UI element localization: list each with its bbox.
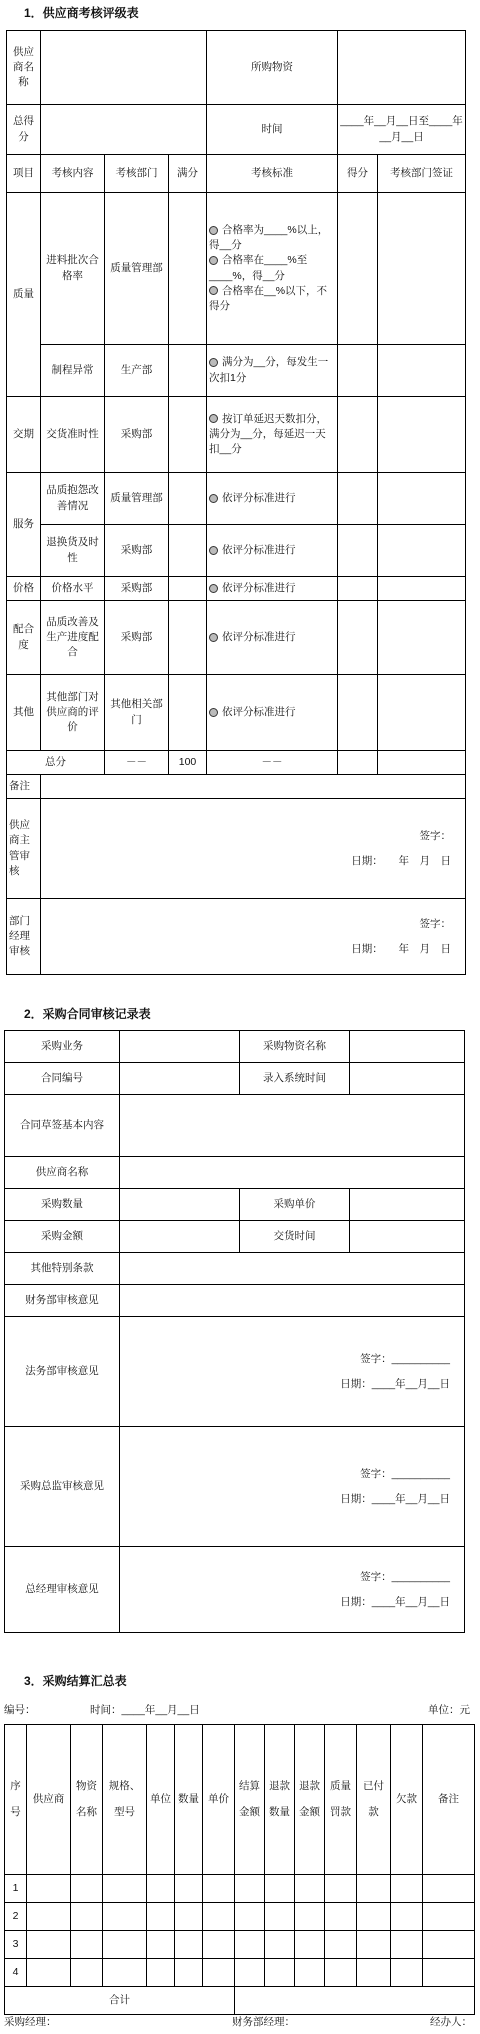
settlement-cell[interactable] — [147, 1875, 175, 1903]
subtotal-value[interactable] — [235, 1987, 475, 2015]
goods-value[interactable] — [338, 31, 466, 105]
other-dept: 其他相关部门 — [105, 675, 169, 751]
handler-label: 经办人： — [430, 2016, 472, 2028]
bullet-icon — [209, 286, 218, 295]
contract-no-label: 合同编号 — [5, 1063, 120, 1095]
coop-score[interactable] — [338, 601, 378, 675]
bullet-icon — [209, 226, 218, 235]
settlement-cell[interactable] — [203, 1959, 235, 1987]
coop-content: 品质改善及生产进度配合 — [41, 601, 105, 675]
delivery-standard-text: 按订单延迟天数扣分，满分为__分，每延迟一天扣__分 — [209, 412, 328, 456]
price-content: 价格水平 — [41, 577, 105, 601]
settlement-cell[interactable] — [235, 1931, 265, 1959]
purchase-manager-label: 采购经理： — [4, 2016, 57, 2028]
quality-score-2[interactable] — [338, 345, 378, 397]
settlement-cell[interactable] — [325, 1959, 357, 1987]
total-score-label: 总得分 — [7, 105, 41, 155]
special-value[interactable] — [120, 1253, 465, 1285]
other-score[interactable] — [338, 675, 378, 751]
settlement-cell[interactable] — [175, 1903, 203, 1931]
contract-no-value[interactable] — [120, 1063, 240, 1095]
supervisor-review-value[interactable] — [41, 799, 466, 899]
settlement-cell[interactable] — [235, 1875, 265, 1903]
finance-manager-label: 财务部经理： — [232, 2016, 295, 2028]
settlement-cell[interactable] — [27, 1931, 71, 1959]
delivery-dept: 采购部 — [105, 397, 169, 473]
delivery-label: 交期 — [7, 397, 41, 473]
settlement-header-cell: 质量罚款 — [325, 1725, 357, 1875]
settlement-cell[interactable] — [203, 1875, 235, 1903]
draft-label: 合同草签基本内容 — [5, 1095, 120, 1157]
settlement-cell[interactable] — [27, 1903, 71, 1931]
header-full-score: 满分 — [169, 155, 207, 193]
settlement-header-cell: 供应商 — [27, 1725, 71, 1875]
doc-number-label: 编号： — [4, 1704, 36, 1716]
doc-time-label: 时间：____年__月__日 — [90, 1704, 200, 1716]
header-score: 得分 — [338, 155, 378, 193]
total-score[interactable] — [338, 751, 378, 775]
supervisor-date: 日期： 年 月 日 — [351, 854, 452, 867]
manager-review-label: 部门经理审核 — [7, 899, 41, 975]
settlement-cell[interactable] — [325, 1875, 357, 1903]
finance-label: 财务部审核意见 — [5, 1285, 120, 1317]
amount-value[interactable] — [120, 1221, 240, 1253]
qty-value[interactable] — [120, 1189, 240, 1221]
quality-score-1[interactable] — [338, 193, 378, 345]
supplier-label: 供应商名称 — [5, 1157, 120, 1189]
manager-review-value[interactable] — [41, 899, 466, 975]
legal-sign: 签字：__________ — [360, 1353, 450, 1366]
director-sign: 签字：__________ — [360, 1468, 450, 1481]
header-standard: 考核标准 — [207, 155, 338, 193]
service-full-1[interactable] — [169, 473, 207, 525]
service-sign-1[interactable] — [378, 473, 466, 525]
header-sign: 考核部门签证 — [378, 155, 466, 193]
biz-label: 采购业务 — [5, 1031, 120, 1063]
manager-date: 日期： 年 月 日 — [351, 942, 452, 955]
bullet-icon — [209, 256, 218, 265]
service-content-2: 退换货及时性 — [41, 525, 105, 577]
coop-standard — [207, 601, 338, 675]
service-score-1[interactable] — [338, 473, 378, 525]
row-number: 1 — [5, 1875, 27, 1903]
settlement-cell[interactable] — [391, 1875, 423, 1903]
quality-dept-1: 质量管理部 — [105, 193, 169, 345]
goods-label: 所购物资 — [207, 31, 338, 105]
quality-standard-1a: 合格率为____%以上，得__分 — [209, 223, 329, 252]
quality-dept-2: 生产部 — [105, 345, 169, 397]
price-standard-text: 依评分标准进行 — [222, 581, 296, 594]
supplier-name-value[interactable] — [41, 31, 207, 105]
settlement-cell[interactable] — [71, 1931, 103, 1959]
settlement-cell[interactable] — [423, 1959, 475, 1987]
delivery-full[interactable] — [169, 397, 207, 473]
director-date: 日期：____年__月__日 — [340, 1492, 450, 1505]
settlement-cell[interactable] — [147, 1903, 175, 1931]
settlement-header-cell: 备注 — [423, 1725, 475, 1875]
settlement-cell[interactable] — [357, 1931, 391, 1959]
quality-sign-2[interactable] — [378, 345, 466, 397]
quality-standard-2 — [207, 345, 338, 397]
settlement-cell[interactable] — [265, 1931, 295, 1959]
bullet-icon — [209, 546, 218, 555]
gm-label: 总经理审核意见 — [5, 1547, 120, 1633]
bullet-icon — [209, 708, 218, 717]
total-full: 100 — [169, 751, 207, 775]
header-content: 考核内容 — [41, 155, 105, 193]
remark-value[interactable] — [41, 775, 466, 799]
bullet-icon — [209, 494, 218, 503]
settlement-header-cell: 退款金额 — [295, 1725, 325, 1875]
legal-value[interactable] — [120, 1317, 465, 1427]
total-standard: －－ — [207, 751, 338, 775]
coop-sign[interactable] — [378, 601, 466, 675]
settlement-cell[interactable] — [175, 1931, 203, 1959]
row-number: 3 — [5, 1931, 27, 1959]
settlement-cell[interactable] — [265, 1903, 295, 1931]
coop-standard-text: 依评分标准进行 — [222, 630, 296, 643]
delivery-standard — [207, 397, 338, 473]
settlement-cell[interactable] — [325, 1903, 357, 1931]
section1-title: 1．供应商考核评级表 — [24, 6, 139, 20]
settlement-header-cell: 物资名称 — [71, 1725, 103, 1875]
settlement-cell[interactable] — [103, 1931, 147, 1959]
settlement-cell[interactable] — [391, 1931, 423, 1959]
director-value[interactable] — [120, 1427, 465, 1547]
header-item: 项目 — [7, 155, 41, 193]
unit-price-value[interactable] — [350, 1189, 465, 1221]
finance-value[interactable] — [120, 1285, 465, 1317]
other-label: 其他 — [7, 675, 41, 751]
legal-label: 法务部审核意见 — [5, 1317, 120, 1427]
supervisor-review-label: 供应商主管审核 — [7, 799, 41, 899]
settlement-header-cell: 欠款 — [391, 1725, 423, 1875]
total-sign[interactable] — [378, 751, 466, 775]
delivery-time-label: 交货时间 — [240, 1221, 350, 1253]
settlement-header-cell: 单位 — [147, 1725, 175, 1875]
settlement-header-cell: 退款数量 — [265, 1725, 295, 1875]
settlement-cell[interactable] — [391, 1903, 423, 1931]
settlement-cell[interactable] — [423, 1931, 475, 1959]
supervisor-sign: 签字： — [419, 830, 452, 843]
coop-label: 配合度 — [7, 601, 41, 675]
price-sign[interactable] — [378, 577, 466, 601]
special-label: 其他特别条款 — [5, 1253, 120, 1285]
other-standard — [207, 675, 338, 751]
settlement-cell[interactable] — [175, 1959, 203, 1987]
settlement-header-cell: 单价 — [203, 1725, 235, 1875]
table-row — [5, 1959, 475, 1987]
service-sign-2[interactable] — [378, 525, 466, 577]
service-full-2[interactable] — [169, 525, 207, 577]
amount-label: 采购金额 — [5, 1221, 120, 1253]
row-number: 4 — [5, 1959, 27, 1987]
contract-review-table — [4, 1030, 465, 1633]
settlement-cell[interactable] — [27, 1959, 71, 1987]
settlement-cell[interactable] — [295, 1931, 325, 1959]
header-dept: 考核部门 — [105, 155, 169, 193]
settlement-cell[interactable] — [357, 1875, 391, 1903]
goods-name-value[interactable] — [350, 1031, 465, 1063]
total-dept: －－ — [105, 751, 169, 775]
service-standard-2 — [207, 525, 338, 577]
service-label: 服务 — [7, 473, 41, 577]
bullet-icon — [209, 358, 218, 367]
settlement-header-cell: 规格、型号 — [103, 1725, 147, 1875]
price-dept: 采购部 — [105, 577, 169, 601]
time-value: ____年__月__日至____年__月__日 — [338, 105, 466, 155]
price-full[interactable] — [169, 577, 207, 601]
settlement-cell[interactable] — [235, 1903, 265, 1931]
gm-value[interactable] — [120, 1547, 465, 1633]
supplier-name-label: 供应商名称 — [7, 31, 41, 105]
section3-title: 3．采购结算汇总表 — [24, 1674, 127, 1688]
settlement-cell[interactable] — [295, 1903, 325, 1931]
total-score-value[interactable] — [41, 105, 207, 155]
settlement-cell[interactable] — [325, 1931, 357, 1959]
settlement-cell[interactable] — [203, 1931, 235, 1959]
settlement-cell[interactable] — [27, 1875, 71, 1903]
coop-full[interactable] — [169, 601, 207, 675]
coop-dept: 采购部 — [105, 601, 169, 675]
service-score-2[interactable] — [338, 525, 378, 577]
settlement-cell[interactable] — [103, 1959, 147, 1987]
price-score[interactable] — [338, 577, 378, 601]
settlement-cell[interactable] — [265, 1959, 295, 1987]
service-dept-2: 采购部 — [105, 525, 169, 577]
quality-content-2: 制程异常 — [41, 345, 105, 397]
settlement-cell[interactable] — [147, 1931, 175, 1959]
settlement-summary-table — [4, 1724, 475, 2015]
quality-standard-1b: 合格率在____%至____%，得__分 — [209, 254, 308, 282]
other-standard-text: 依评分标准进行 — [222, 705, 296, 718]
service-content-1: 品质抱怨改善情况 — [41, 473, 105, 525]
other-sign[interactable] — [378, 675, 466, 751]
delivery-score[interactable] — [338, 397, 378, 473]
quality-sign-1[interactable] — [378, 193, 466, 345]
quality-standard-2-text: 满分为__分，每发生一次扣1分 — [209, 356, 329, 384]
row-number: 2 — [5, 1903, 27, 1931]
delivery-content: 交货准时性 — [41, 397, 105, 473]
gm-date: 日期：____年__月__日 — [340, 1595, 450, 1608]
settlement-cell[interactable] — [103, 1875, 147, 1903]
other-content: 其他部门对供应商的评价 — [41, 675, 105, 751]
remark-label: 备注 — [7, 775, 41, 799]
settlement-header-cell: 序号 — [5, 1725, 27, 1875]
legal-date: 日期：____年__月__日 — [340, 1377, 450, 1390]
settlement-cell[interactable] — [423, 1875, 475, 1903]
supplier-evaluation-table — [6, 30, 466, 975]
bullet-icon — [209, 584, 218, 593]
quality-content-1: 进料批次合格率 — [41, 193, 105, 345]
total-label: 总分 — [7, 751, 105, 775]
currency-unit-label: 单位：元 — [428, 1704, 470, 1716]
supplier-value[interactable] — [120, 1157, 465, 1189]
section2-title: 2．采购合同审核记录表 — [24, 1007, 151, 1021]
quality-full-2[interactable] — [169, 345, 207, 397]
table-row — [5, 1875, 475, 1903]
qty-label: 采购数量 — [5, 1189, 120, 1221]
entry-time-value[interactable] — [350, 1063, 465, 1095]
settlement-cell[interactable] — [391, 1959, 423, 1987]
settlement-cell[interactable] — [71, 1903, 103, 1931]
settlement-cell[interactable] — [295, 1959, 325, 1987]
subtotal-label: 合计 — [5, 1987, 235, 2015]
settlement-header-row — [5, 1725, 475, 1875]
bullet-icon — [209, 414, 218, 423]
price-standard — [207, 577, 338, 601]
quality-standard-1 — [207, 193, 338, 345]
settlement-cell[interactable] — [295, 1875, 325, 1903]
biz-value[interactable] — [120, 1031, 240, 1063]
settlement-cell[interactable] — [71, 1875, 103, 1903]
settlement-cell[interactable] — [147, 1959, 175, 1987]
quality-full-1[interactable] — [169, 193, 207, 345]
gm-sign: 签字：__________ — [360, 1571, 450, 1584]
director-label: 采购总监审核意见 — [5, 1427, 120, 1547]
bullet-icon — [209, 633, 218, 642]
unit-price-label: 采购单价 — [240, 1189, 350, 1221]
table-row — [5, 1903, 475, 1931]
settlement-cell[interactable] — [357, 1959, 391, 1987]
settlement-header-cell: 结算金额 — [235, 1725, 265, 1875]
quality-standard-1c: 合格率在__%以下，不得分 — [209, 284, 328, 312]
settlement-header-cell: 数量 — [175, 1725, 203, 1875]
other-full[interactable] — [169, 675, 207, 751]
delivery-time-value[interactable] — [350, 1221, 465, 1253]
service-dept-1: 质量管理部 — [105, 473, 169, 525]
settlement-cell[interactable] — [103, 1903, 147, 1931]
settlement-cell[interactable] — [175, 1875, 203, 1903]
settlement-cell[interactable] — [423, 1903, 475, 1931]
settlement-header-cell: 已付款 — [357, 1725, 391, 1875]
settlement-cell[interactable] — [71, 1959, 103, 1987]
service-standard-1 — [207, 473, 338, 525]
manager-sign: 签字： — [419, 918, 452, 931]
quality-label: 质量 — [7, 193, 41, 397]
goods-name-label: 采购物资名称 — [240, 1031, 350, 1063]
draft-value[interactable] — [120, 1095, 465, 1157]
settlement-cell[interactable] — [235, 1959, 265, 1987]
service-standard-2-text: 依评分标准进行 — [222, 543, 296, 556]
settlement-cell[interactable] — [203, 1903, 235, 1931]
service-standard-1-text: 依评分标准进行 — [222, 491, 296, 504]
table-row — [5, 1931, 475, 1959]
delivery-sign[interactable] — [378, 397, 466, 473]
settlement-cell[interactable] — [357, 1903, 391, 1931]
time-label: 时间 — [207, 105, 338, 155]
settlement-cell[interactable] — [265, 1875, 295, 1903]
price-label: 价格 — [7, 577, 41, 601]
entry-time-label: 录入系统时间 — [240, 1063, 350, 1095]
